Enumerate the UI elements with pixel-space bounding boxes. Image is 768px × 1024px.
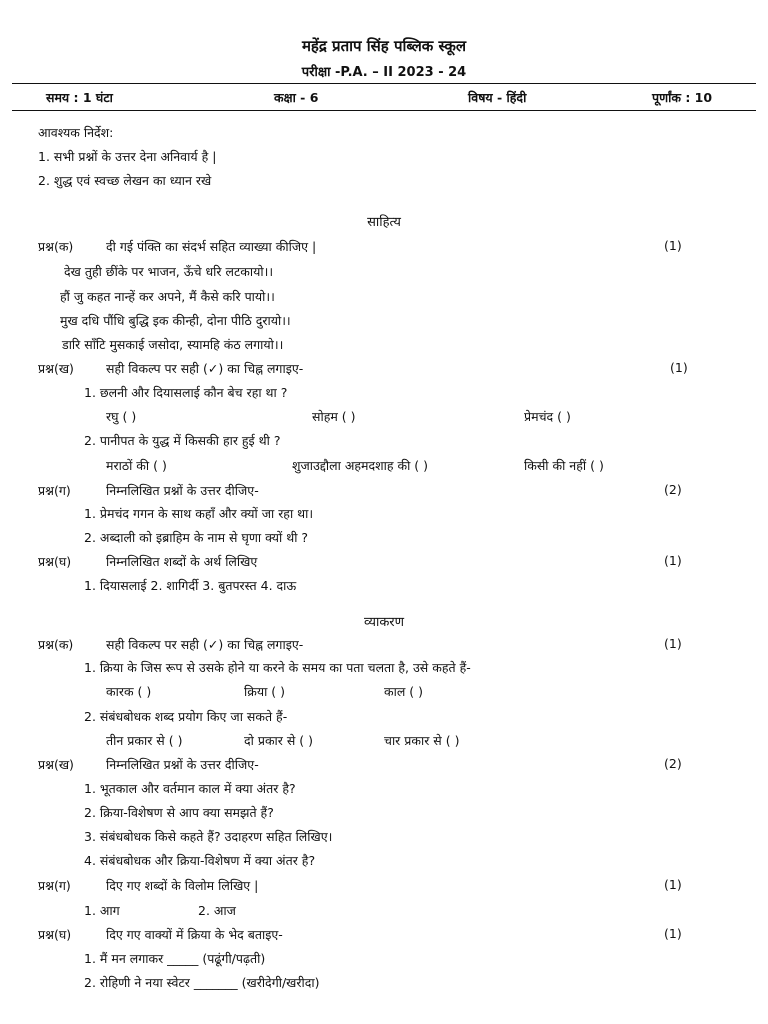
option: चार प्रकार से ( ) (384, 733, 460, 748)
question-label: प्रश्न(घ) (38, 927, 72, 942)
instruction-item: 2. शुद्ध एवं स्वच्छ लेखन का ध्यान रखे (38, 173, 212, 188)
question-label: प्रश्न(ख) (38, 361, 74, 376)
option: प्रेमचंद ( ) (524, 409, 571, 424)
poem-line: डारि साँटि मुसकाई जसोदा, स्यामहि कंठ लगायो।। (62, 337, 284, 352)
school-name: महेंद्र प्रताप सिंह पब्लिक स्कूल (301, 37, 467, 55)
question-label: प्रश्न(ख) (38, 757, 74, 772)
time-info: समय : 1 घंटा (46, 90, 113, 105)
question-label: प्रश्न(क) (38, 637, 74, 652)
question-marks: (1) (664, 238, 682, 253)
question-text: दी गई पंक्ति का संदर्भ सहित व्याख्या कीजिए | (106, 239, 317, 254)
sub-question: 2. अब्दाली को इब्राहिम के नाम से घृणा क्यों थी ? (84, 530, 309, 545)
section-heading-vyakaran: व्याकरण (363, 615, 405, 630)
sub-question: 1. मैं मन लगाकर _____ (पढूंगी/पढ़ती) (84, 951, 266, 966)
instruction-item: 1. सभी प्रश्नों के उत्तर देना अनिवार्य है | (38, 149, 217, 164)
sub-question: 2. पानीपत के युद्ध में किसकी हार हुई थी ? (84, 433, 281, 448)
sub-question: 2. रोहिणी ने नया स्वेटर _______ (खरीदेगी/खरीदा) (84, 975, 320, 990)
question-marks: (1) (670, 360, 688, 375)
option: रघु ( ) (106, 409, 137, 424)
question-text: सही विकल्प पर सही (✓) का चिह्न लगाइए- (106, 637, 304, 652)
instructions-title: आवश्यक निर्देश: (38, 125, 114, 140)
question-label: प्रश्न(क) (38, 239, 74, 254)
sub-question: 2. क्रिया-विशेषण से आप क्या समझते हैं? (84, 805, 274, 820)
question-text: निम्नलिखित प्रश्नों के उत्तर दीजिए- (106, 483, 259, 498)
question-marks: (2) (664, 482, 682, 497)
question-label: प्रश्न(ग) (38, 878, 71, 893)
option: तीन प्रकार से ( ) (106, 733, 183, 748)
poem-line: देख तुही छींके पर भाजन, ऊँचे धरि लटकायो।। (64, 264, 274, 279)
question-label: प्रश्न(घ) (38, 554, 72, 569)
sub-question: 1. छलनी और दियासलाई कौन बेच रहा था ? (84, 385, 288, 400)
word-item: 1. आग (84, 903, 120, 918)
option: मराठों की ( ) (106, 458, 167, 473)
question-text: निम्नलिखित शब्दों के अर्थ लिखिए (106, 554, 258, 569)
exam-title: परीक्षा -P.A. – II 2023 - 24 (301, 65, 467, 80)
question-marks: (1) (664, 877, 682, 892)
option: किसी की नहीं ( ) (524, 458, 604, 473)
sub-question: 4. संबंधबोधक और क्रिया-विशेषण में क्या अंतर है? (84, 853, 316, 868)
question-text: दिए गए शब्दों के विलोम लिखिए | (106, 878, 259, 893)
question-marks: (2) (664, 756, 682, 771)
question-marks: (1) (664, 553, 682, 568)
bottom-rule (12, 110, 756, 111)
option: कारक ( ) (106, 684, 152, 699)
poem-line: मुख दधि पौंधि बुद्धि इक कीन्ही, दोना पीठि दुरायो।। (60, 313, 291, 328)
marks-info: पूर्णांक : 10 (652, 90, 713, 105)
question-marks: (1) (664, 636, 682, 651)
class-info: कक्षा - 6 (274, 90, 319, 105)
sub-question: 1. क्रिया के जिस रूप से उसके होने या करने के समय का पता चलता है, उसे कहते हैं- (84, 660, 471, 675)
option: काल ( ) (384, 684, 424, 699)
option: सोहम ( ) (312, 409, 356, 424)
top-rule (12, 83, 756, 84)
option: शुजाउद्दौला अहमदशाह की ( ) (292, 458, 429, 473)
word-list: 1. दियासलाई 2. शागिर्दी 3. बुतपरस्त 4. दाऊ (84, 578, 297, 593)
sub-question: 2. संबंधबोधक शब्द प्रयोग किए जा सकते हैं- (84, 709, 288, 724)
question-label: प्रश्न(ग) (38, 483, 71, 498)
question-text: सही विकल्प पर सही (✓) का चिह्न लगाइए- (106, 361, 304, 376)
subject-info: विषय - हिंदी (468, 90, 527, 105)
section-heading-sahitya: साहित्य (367, 215, 401, 230)
word-item: 2. आज (198, 903, 236, 918)
option: क्रिया ( ) (244, 684, 286, 699)
poem-line: हौं जु कहत नान्हें कर अपने, मैं कैसे करि पायो।। (60, 289, 275, 304)
option: दो प्रकार से ( ) (244, 733, 314, 748)
question-text: निम्नलिखित प्रश्नों के उत्तर दीजिए- (106, 757, 259, 772)
question-marks: (1) (664, 926, 682, 941)
sub-question: 1. भूतकाल और वर्तमान काल में क्या अंतर है? (84, 781, 296, 796)
question-text: दिए गए वाक्यों में क्रिया के भेद बताइए- (106, 927, 283, 942)
sub-question: 1. प्रेमचंद गगन के साथ कहाँ और क्यों जा रहा था। (84, 506, 314, 521)
sub-question: 3. संबंधबोधक किसे कहते हैं? उदाहरण सहित लिखिए। (84, 829, 333, 844)
